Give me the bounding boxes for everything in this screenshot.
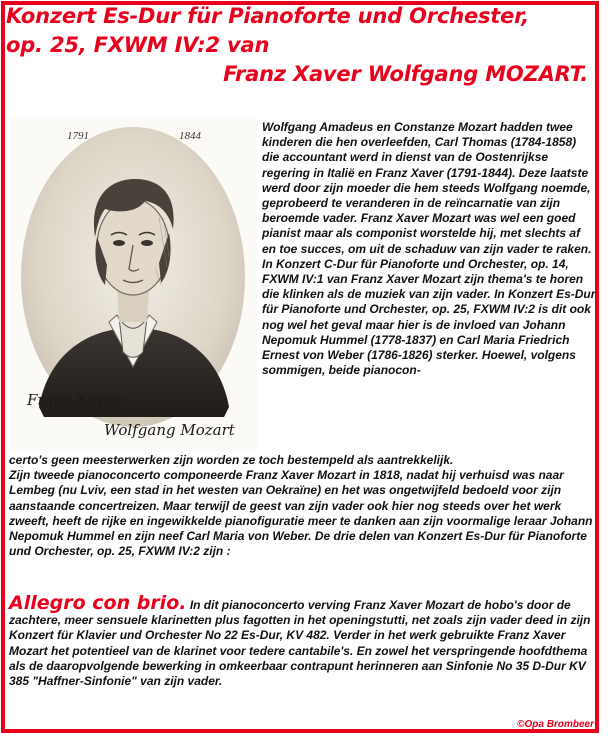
title-line-2: op. 25, FXWM IV:2 van: [6, 33, 270, 57]
history-paragraph: Zijn tweede pianoconcerto componeerde Franz Xaver Mozart in 1818, nadat hij verhuisd was naar Lembeg (nu Lviv, een stad in het westen van Oekraïne) en het was ongetwijfeld bedoeld voor zijn aanstaande concertreizen. Maar terwijl de geest van zijn vader ook hier nog steeds over het werk zweeft, heeft de rijke en ingewikkelde pianofiguratie meer te danken aan zijn voormalige leraar Johann Nepomuk Hummel en zijn neef Carl Maria von Weber. De drie delen van Konzert Es-Dur für Pianoforte und Orchester, op. 25, FXWM IV:2 zijn :: [9, 468, 593, 559]
credit-label: ©Opa Brombeer: [517, 719, 594, 730]
year-death: 1844: [179, 130, 201, 142]
allegro-section: [9, 592, 595, 689]
portrait-drawing: [9, 117, 257, 452]
caption-line-2: Wolfgang Mozart: [104, 421, 235, 439]
history-block: [9, 453, 595, 559]
composer-portrait: [9, 117, 257, 452]
caption-line-1: Franz Xaver: [27, 391, 120, 409]
allegro-paragraph: In dit pianoconcerto verving Franz Xaver Mozart de hobo's door de zachtere, meer sensuele klarinetten plus fagotten in het openingstutti, net zoals zijn vader deed in zijn Konzert für Klavier und Orchester No 22 Es-Dur, KV 482. Verder in het werk gebruikte Franz Xaver Mozart het potentieel van de klarinet voor tedere cantabile's. En zowel het verspringende hoofdthema als de daaropvolgende bewerking in omkeerbaar contrapunt herinneren aan Sinfonie No 35 D-Dur KV 385 "Haffner-Sinfonie" van zijn vader.: [9, 598, 591, 689]
title-line-1: Konzert Es-Dur für Pianoforte und Orchester,: [6, 4, 530, 28]
intro-paragraph: Wolfgang Amadeus en Constanze Mozart hadden twee kinderen die hen overleefden, Carl Thomas (1784-1858) die accountant werd in dienst van de Oostenrijkse regering in Italië en Franz Xaver (1791-1844). Deze laatste werd door zijn moeder die hem steeds Wolfgang noemde, geprobeerd te veranderen in de reïncarnatie van zijn beroemde vader. Franz Xaver Mozart was wel een goed pianist maar als componist worstelde hij, met slechts af en toe succes, om uit de schaduw van zijn vader te raken. In Konzert C-Dur für Pianoforte und Orchester, op. 14, FXWM IV:1 van Franz Xaver Mozart zijn thema's te horen die klinken als de muziek van zijn vader. In Konzert Es-Dur für Pianoforte und Orchester, op. 25, FXWM IV:2 is dit ook nog wel het geval maar hier is de invloed van Johann Nepomuk Hummel (1778-1837) en Carl Maria Friedrich Ernest von Weber (1786-1826) sterker. Hoewel, volgens sommigen, beide pianocon-: [262, 120, 596, 378]
page-title: [6, 2, 596, 89]
title-line-3: Franz Xaver Wolfgang MOZART.: [223, 62, 588, 86]
year-birth: 1791: [67, 130, 89, 142]
allegro-heading: Allegro con brio.: [9, 592, 187, 614]
paragraph-continuation: certo's geen meesterwerken zijn worden ze toch bestempeld als aantrekkelijk.: [9, 453, 454, 467]
